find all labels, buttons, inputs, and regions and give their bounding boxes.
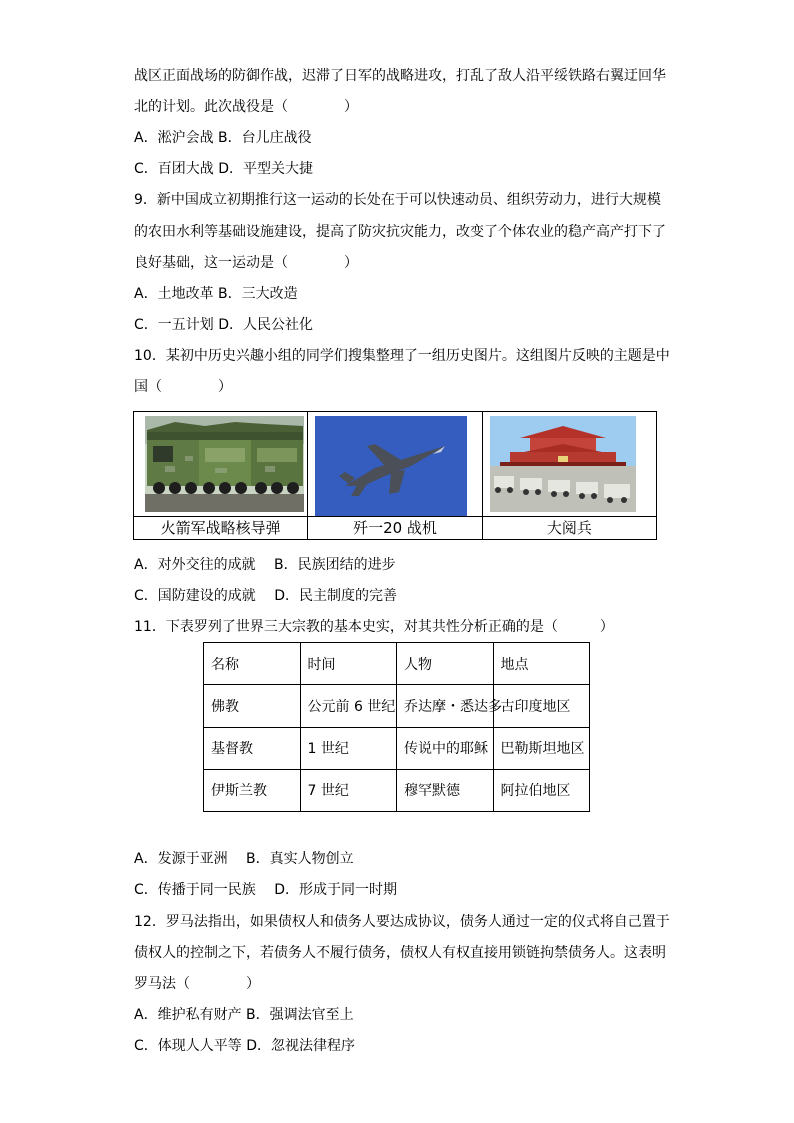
table-cell: 基督教: [204, 727, 301, 769]
photo-cell-missile: [134, 412, 308, 517]
table-row: [204, 727, 590, 769]
caption-missile: 火箭军战略核导弹: [134, 517, 308, 540]
table-cell: 古印度地区: [493, 685, 590, 727]
table-row: [204, 769, 590, 811]
table-header-cell: 地点: [493, 643, 590, 685]
text-line: 良好基础，这一运动是（ ）: [134, 255, 358, 271]
question-11-stem: 11．下表罗列了世界三大宗教的基本史实，对其共性分析正确的是（ ）: [134, 619, 614, 635]
table-cell: 传说中的耶稣: [397, 727, 494, 769]
text-line: 战区正面战场的防御作战，迟滞了日军的战略进攻，打乱了敌人沿平绥铁路右翼迂回华: [134, 68, 666, 84]
table-cell: 穆罕默德: [397, 769, 494, 811]
question-12-stem: 12．罗马法指出，如果债权人和债务人要达成协议，债务人通过一定的仪式将自己置于: [134, 914, 670, 930]
religion-table: [203, 642, 590, 812]
option-line: A．维护私有财产 B．强调法官至上: [134, 1007, 354, 1023]
table-header-cell: 时间: [300, 643, 397, 685]
question-9-stem: 9．新中国成立初期推行这一运动的长处在于可以快速动员、组织劳动力，进行大规模: [134, 192, 661, 208]
text-line: 北的计划。此次战役是（ ）: [134, 99, 358, 115]
text-line: 债权人的控制之下，若债务人不履行债务，债权人有权直接用锁链拘禁债务人。这表明: [134, 945, 666, 961]
table-header-row: [204, 643, 590, 685]
table-cell: 伊斯兰教: [204, 769, 301, 811]
option-line: C．国防建设的成就 D．民主制度的完善: [134, 588, 398, 604]
option-line: A．淞沪会战 B．台儿庄战役: [134, 130, 312, 146]
text-line: 的农田水利等基础设施建设，提高了防灾抗灾能力，改变了个体农业的稳产高产打下了: [134, 224, 666, 240]
table-header-cell: 名称: [204, 643, 301, 685]
option-line: C．百团大战 D．平型关大捷: [134, 161, 314, 177]
photo-cell-fighter: [308, 412, 482, 517]
table-cell: 巴勒斯坦地区: [493, 727, 590, 769]
table-cell: 佛教: [204, 685, 301, 727]
option-line: A．发源于亚洲 B．真实人物创立: [134, 851, 354, 867]
table-row: [204, 685, 590, 727]
text-line: 国（ ）: [134, 379, 232, 395]
option-line: A．土地改革 B．三大改造: [134, 286, 298, 302]
caption-parade: 大阅兵: [482, 517, 656, 540]
question-10-stem: 10．某初中历史兴趣小组的同学们搜集整理了一组历史图片。这组图片反映的主题是中: [134, 348, 670, 364]
photo-table: [133, 411, 657, 540]
option-line: A．对外交往的成就 B．民族团结的进步: [134, 557, 396, 573]
option-line: C．一五计划 D．人民公社化: [134, 317, 314, 333]
table-cell: 公元前 6 世纪: [300, 685, 397, 727]
table-cell: 1 世纪: [300, 727, 397, 769]
missile-truck-image: [145, 416, 304, 512]
caption-fighter: 歼一20 战机: [308, 517, 482, 540]
text-line: 罗马法（ ）: [134, 976, 260, 992]
fighter-jet-image: [315, 416, 467, 516]
parade-image: [490, 416, 636, 512]
table-header-cell: 人物: [397, 643, 494, 685]
table-cell: 乔达摩・悉达多: [397, 685, 494, 727]
option-line: C．传播于同一民族 D．形成于同一时期: [134, 882, 398, 898]
table-cell: 阿拉伯地区: [493, 769, 590, 811]
table-cell: 7 世纪: [300, 769, 397, 811]
option-line: C．体现人人平等 D．忽视法律程序: [134, 1038, 356, 1054]
photo-cell-parade: [482, 412, 656, 517]
